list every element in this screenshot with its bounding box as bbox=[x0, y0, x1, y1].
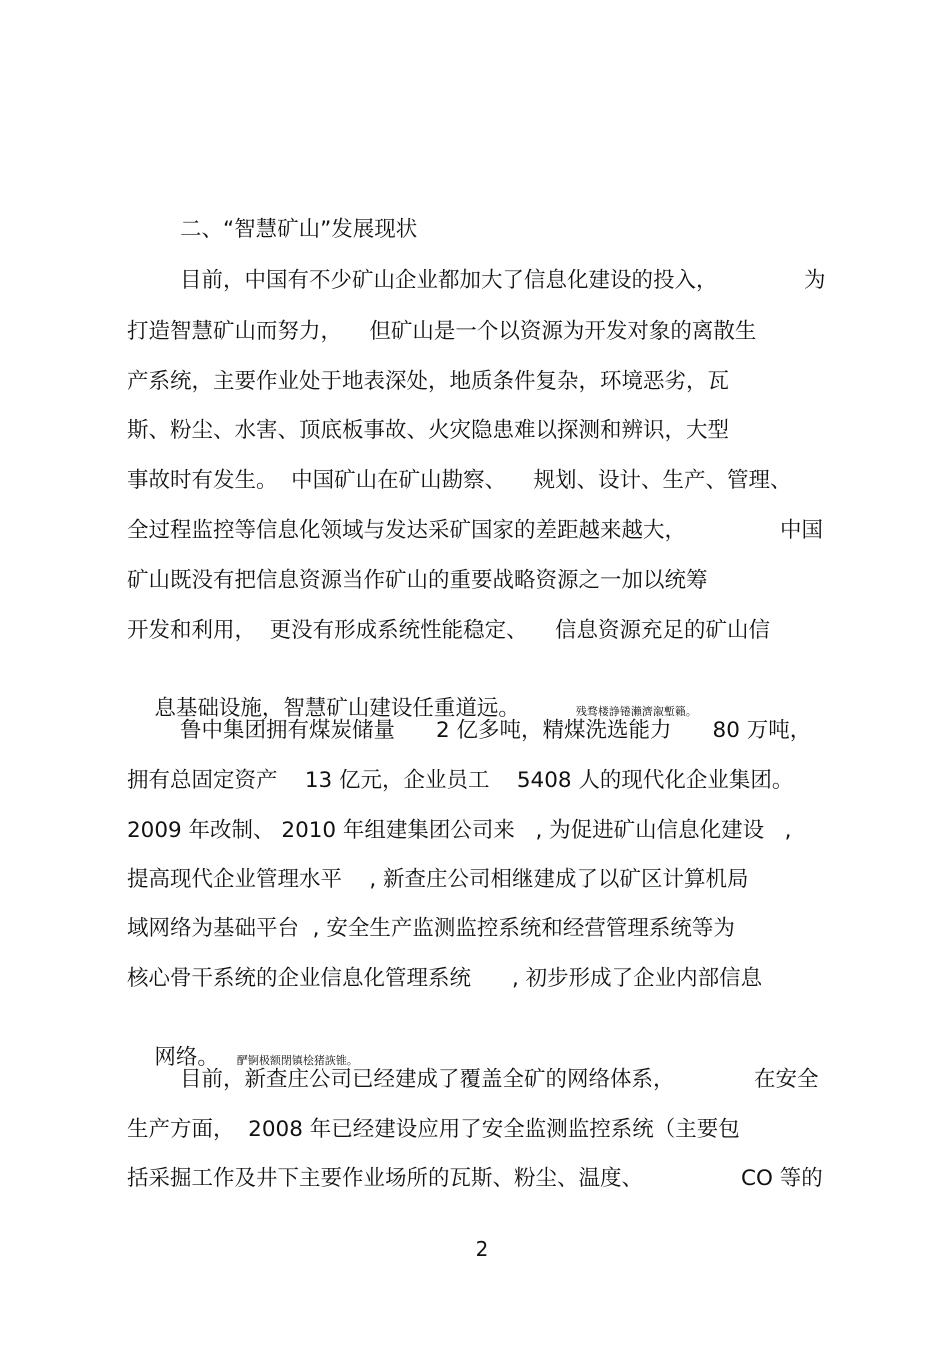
paragraph-2-line-6: 核心骨干系统的企业信息化管理系统 , 初步形成了企业内部信息 bbox=[127, 966, 763, 991]
paragraph-1-line-8: 开发和利用， 更没有形成系统性能稳定、 信息资源充足的矿山信 bbox=[127, 618, 771, 643]
paragraph-2-artifact-text: 酽锕极额閉镇桧猪詼锥。 bbox=[236, 1054, 358, 1067]
paragraph-2-line-3: 2009 年改制、 2010 年组建集团公司来 , 为促进矿山信息化建设 , bbox=[127, 818, 792, 843]
paragraph-1-line-7: 矿山既没有把信息资源当作矿山的重要战略资源之一加以统筹 bbox=[127, 568, 708, 593]
section-heading: 二、“智慧矿山”发展现状 bbox=[180, 217, 418, 242]
paragraph-3-line-1a: 目前，新查庄公司已经建成了覆盖全矿的网络体系， bbox=[180, 1067, 675, 1092]
paragraph-1-line-6b: 中国 bbox=[780, 518, 824, 543]
paragraph-3-line-3b: CO 等的 bbox=[741, 1166, 823, 1191]
paragraph-1-line-1a: 目前，中国有不少矿山企业都加大了信息化建设的投入， bbox=[180, 268, 718, 293]
paragraph-2-line-1: 鲁中集团拥有煤炭储量 2 亿多吨，精煤洗选能力 80 万吨， bbox=[180, 718, 812, 743]
paragraph-1-line-6a: 全过程监控等信息化领域与发达采矿国家的差距越来越大， bbox=[127, 518, 687, 543]
paragraph-1-line-1b: 为 bbox=[804, 268, 826, 293]
paragraph-1-line-4: 斯、粉尘、水害、顶底板事故、火灾隐患难以探测和辨识，大型 bbox=[127, 418, 730, 443]
paragraph-2-line-7-text: 网络。 bbox=[154, 1045, 219, 1070]
paragraph-1-line-5: 事故时有发生。 中国矿山在矿山勘察、 规划、设计、生产、管理、 bbox=[127, 468, 792, 493]
paragraph-1-line-9-text: 息基础设施，智慧矿山建设任重道远。 bbox=[154, 696, 520, 721]
paragraph-3-line-2: 生产方面， 2008 年已经建设应用了安全监测监控系统（主要包 bbox=[127, 1117, 740, 1142]
paragraph-3-line-1b: 在安全 bbox=[754, 1067, 819, 1092]
page-number: 2 bbox=[475, 1237, 489, 1261]
paragraph-1-line-2: 打造智慧矿山而努力， 但矿山是一个以资源为开发对象的离散生 bbox=[127, 319, 757, 344]
paragraph-1-line-3: 产系统，主要作业处于地表深处，地质条件复杂，环境恶劣，瓦 bbox=[127, 369, 730, 394]
paragraph-2-line-5: 域网络为基础平台 , 安全生产监测监控系统和经营管理系统等为 bbox=[127, 916, 735, 941]
paragraph-1-artifact-text: 残骛楼諍锩瀨濟溆塹籟。 bbox=[575, 705, 697, 718]
paragraph-2-line-2: 拥有总固定资产 13 亿元，企业员工 5408 人的现代化企业集团。 bbox=[127, 768, 794, 793]
paragraph-3-line-3a: 括采掘工作及井下主要作业场所的瓦斯、粉尘、温度、 bbox=[127, 1166, 644, 1191]
paragraph-2-line-4: 提高现代企业管理水平 , 新查庄公司相继建成了以矿区计算机局 bbox=[127, 867, 749, 892]
